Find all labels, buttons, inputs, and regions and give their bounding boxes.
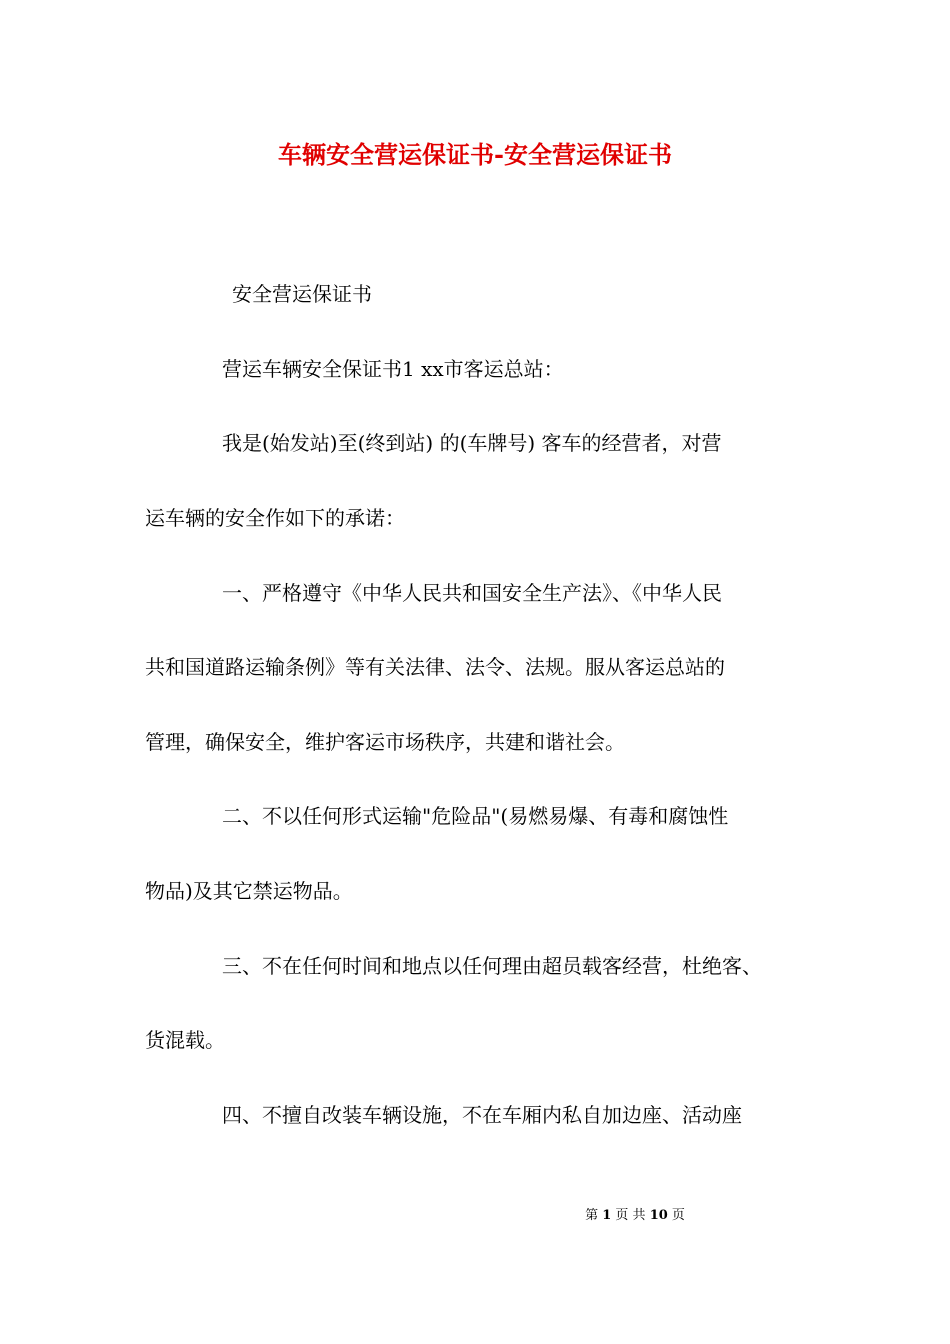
body-line: 营运车辆安全保证书1 xx市客运总站：	[222, 357, 564, 381]
footer-total-pages: 10	[649, 1208, 668, 1223]
body-line: 共和国道路运输条例》等有关法律、法令、法规。服从客运总站的	[145, 655, 725, 679]
body-line: 一、严格遵守《中华人民共和国安全生产法》、《中华人民	[222, 581, 722, 605]
subtitle-line: 安全营运保证书	[232, 282, 372, 306]
body-line: 我是(始发站)至(终到站) 的(车牌号) 客车的经营者，对营	[222, 431, 722, 455]
body-line: 管理，确保安全，维护客运市场秩序，共建和谐社会。	[145, 730, 625, 754]
footer-suffix: 页	[671, 1208, 685, 1223]
body-line: 物品)及其它禁运物品。	[145, 879, 353, 903]
body-line: 三、不在任何时间和地点以任何理由超员载客经营，杜绝客、	[222, 954, 762, 978]
page-footer	[0, 1207, 950, 1225]
footer-current-page: 1	[602, 1208, 612, 1223]
body-line: 四、不擅自改装车辆设施，不在车厢内私自加边座、活动座	[222, 1103, 742, 1127]
body-line: 货混载。	[145, 1028, 225, 1052]
body-line: 运车辆的安全作如下的承诺：	[145, 506, 405, 530]
document-title: 车辆安全营运保证书-安全营运保证书	[278, 140, 672, 169]
footer-prefix: 第	[585, 1208, 599, 1223]
body-line: 二、不以任何形式运输"危险品"(易燃易爆、有毒和腐蚀性	[222, 804, 729, 828]
footer-middle: 页 共	[615, 1208, 646, 1223]
